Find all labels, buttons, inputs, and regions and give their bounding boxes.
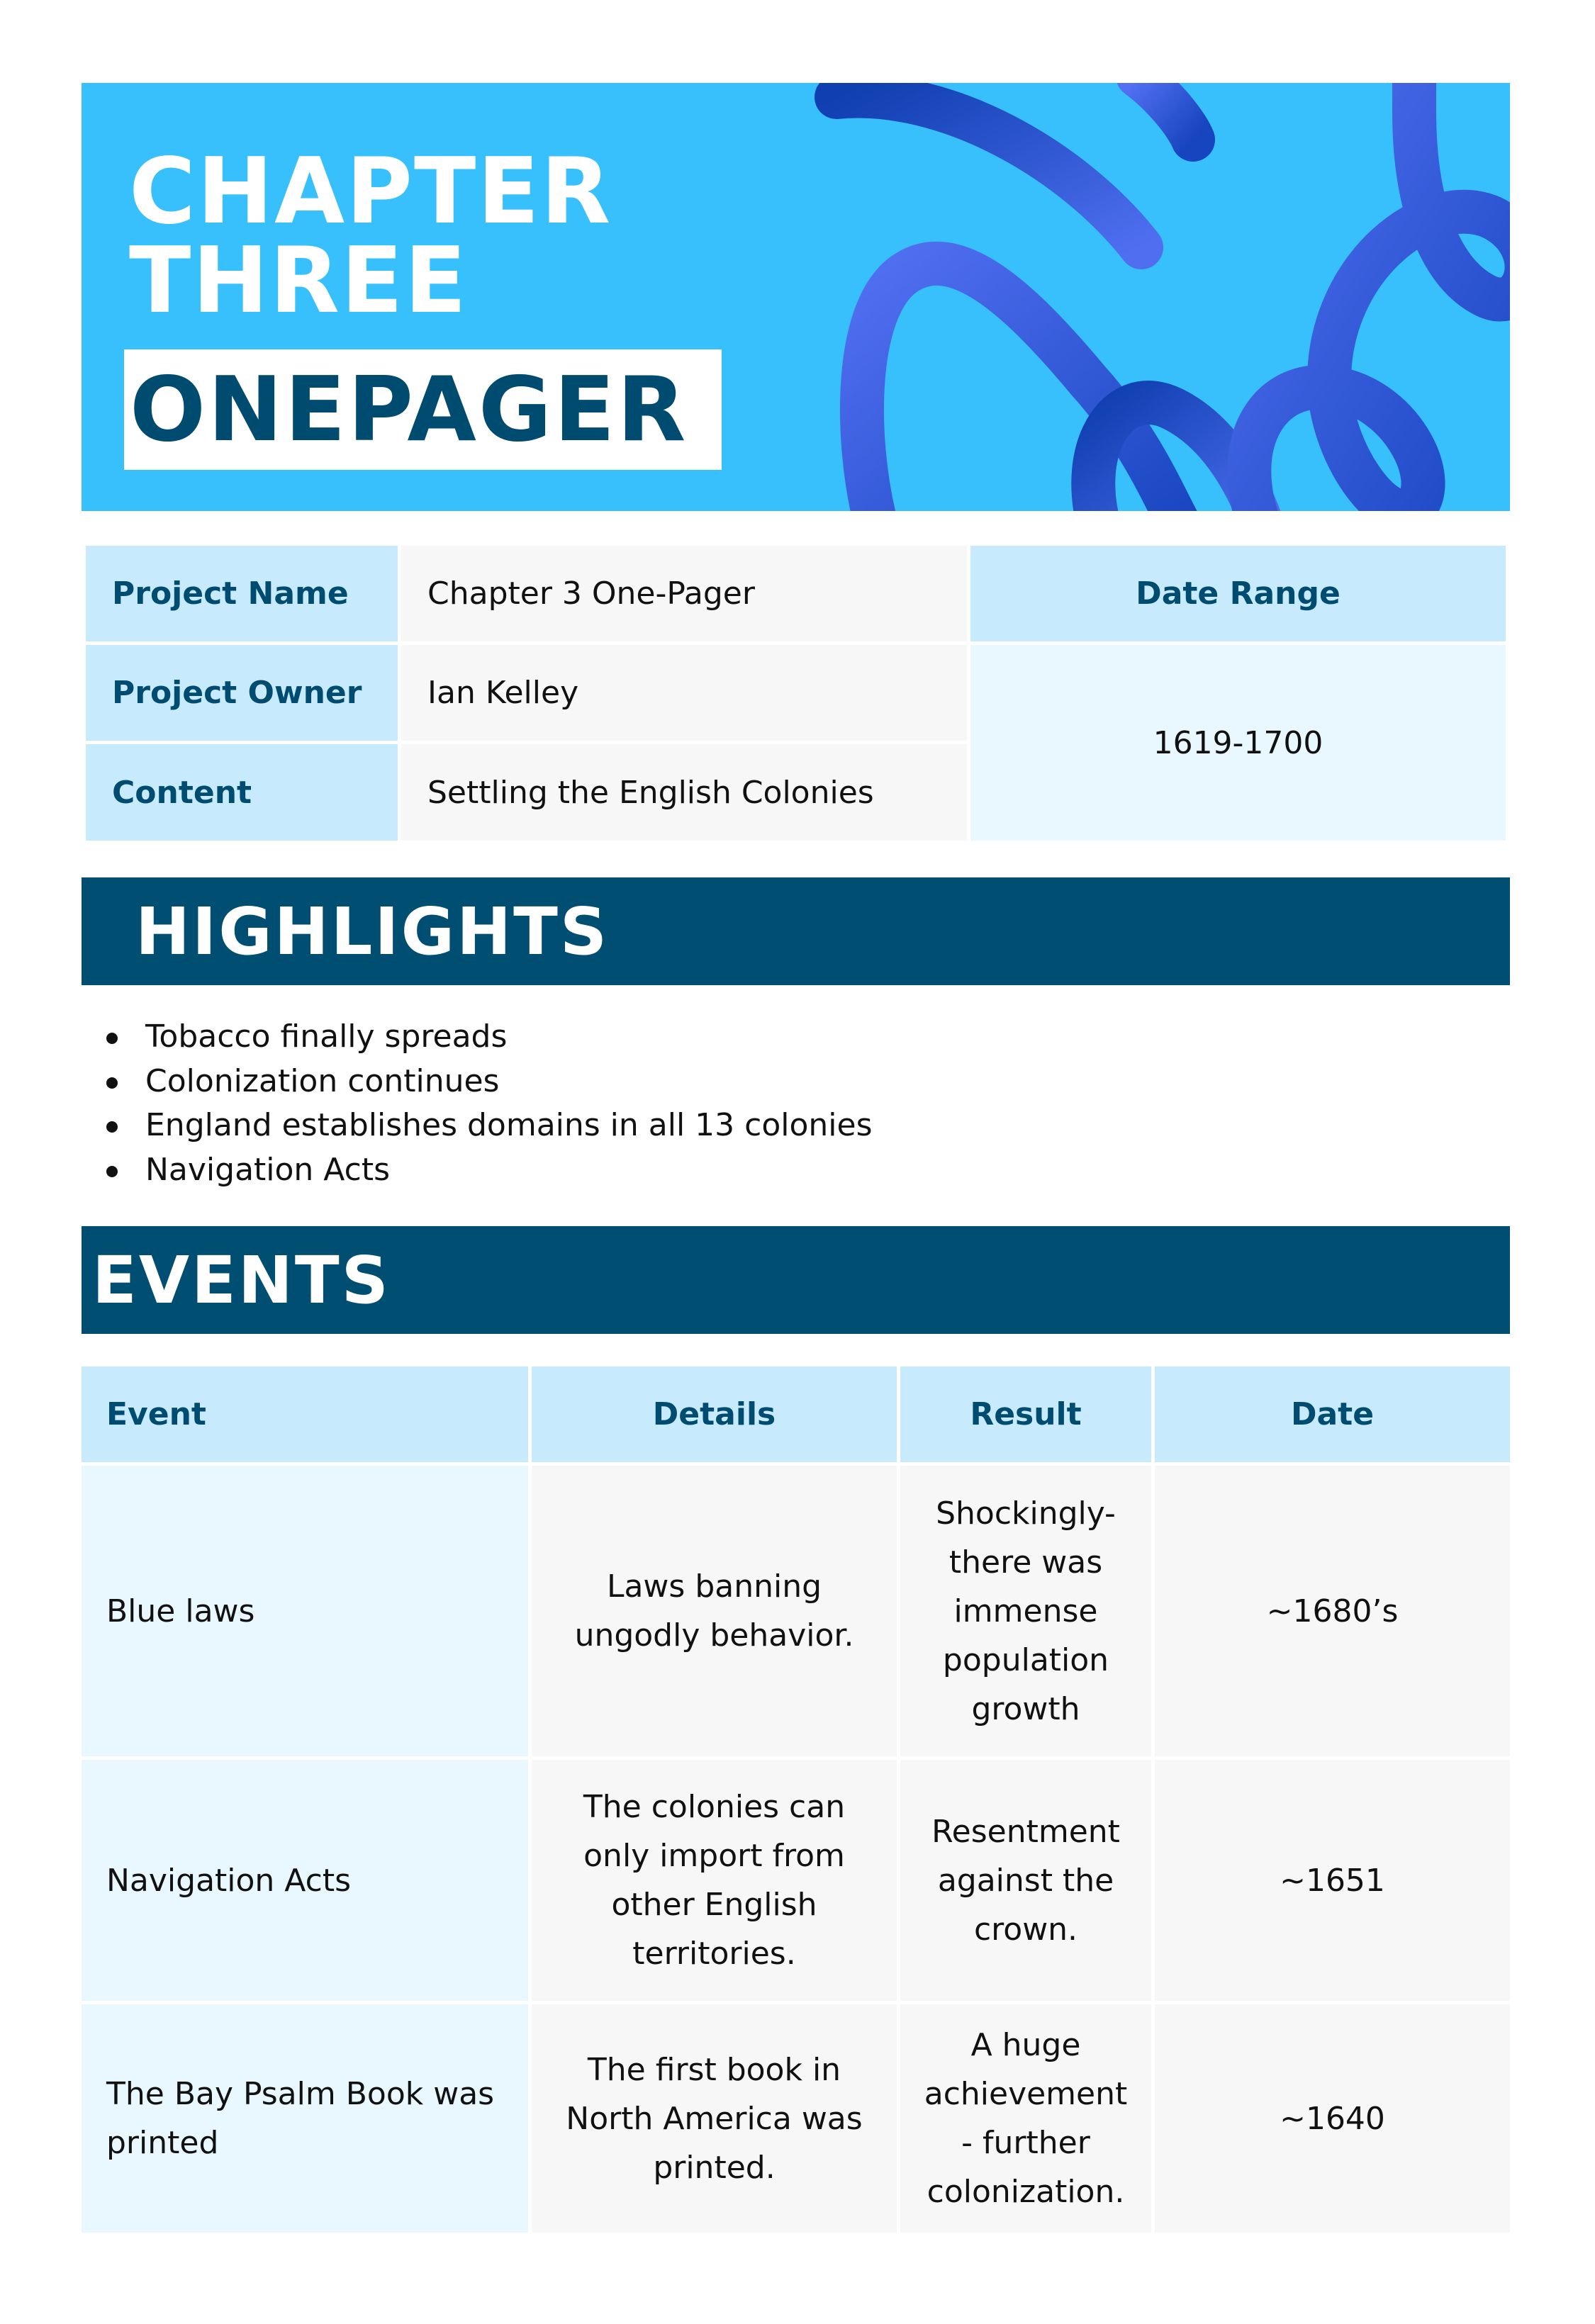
- table-cell-date: ~1680’s: [1155, 1466, 1510, 1756]
- title-line-2: THREE: [129, 228, 468, 334]
- table-cell-date: ~1640: [1155, 2004, 1510, 2233]
- project-owner-value: Ian Kelley: [401, 645, 967, 741]
- date-range-label: Date Range: [970, 546, 1506, 641]
- title-highlight-box: [124, 349, 722, 470]
- table-cell-event: Blue laws: [82, 1466, 528, 1756]
- project-name-value: Chapter 3 One-Pager: [401, 546, 967, 641]
- content-label: Content: [86, 744, 398, 841]
- project-owner-label: Project Owner: [86, 645, 398, 741]
- highlights-list: [106, 1015, 873, 1192]
- list-item: England establishes domains in all 13 colonies: [106, 1104, 873, 1148]
- title-highlight: ONEPAGER: [130, 357, 688, 461]
- column-header-date: Date: [1155, 1366, 1510, 1462]
- table-cell-date: ~1651: [1155, 1760, 1510, 2001]
- content-value: Settling the English Colonies: [401, 744, 967, 841]
- events-heading: EVENTS: [82, 1226, 1510, 1334]
- table-cell-result: Resentment against the crown.: [900, 1760, 1151, 2001]
- title-line-1: CHAPTER: [129, 139, 612, 245]
- table-cell-event: The Bay Psalm Book was printed: [82, 2004, 528, 2233]
- highlights-heading: HIGHLIGHTS: [82, 877, 1510, 985]
- list-item: Navigation Acts: [106, 1148, 873, 1193]
- table-cell-details: The first book in North America was printed.: [532, 2004, 897, 2233]
- column-header-event: Event: [82, 1366, 528, 1462]
- table-cell-event: Navigation Acts: [82, 1760, 528, 2001]
- project-name-label: Project Name: [86, 546, 398, 641]
- table-cell-details: Laws banning ungodly behavior.: [532, 1466, 897, 1756]
- table-cell-details: The colonies can only import from other English territories.: [532, 1760, 897, 2001]
- table-cell-result: Shockingly- there was immense population growth: [900, 1466, 1151, 1756]
- date-range-value: 1619-1700: [970, 645, 1506, 841]
- column-header-details: Details: [532, 1366, 897, 1462]
- column-header-result: Result: [900, 1366, 1151, 1462]
- header-banner: [82, 83, 1510, 511]
- list-item: Tobacco finally spreads: [106, 1015, 873, 1060]
- list-item: Colonization continues: [106, 1060, 873, 1104]
- table-cell-result: A huge achievement - further colonization.: [900, 2004, 1151, 2233]
